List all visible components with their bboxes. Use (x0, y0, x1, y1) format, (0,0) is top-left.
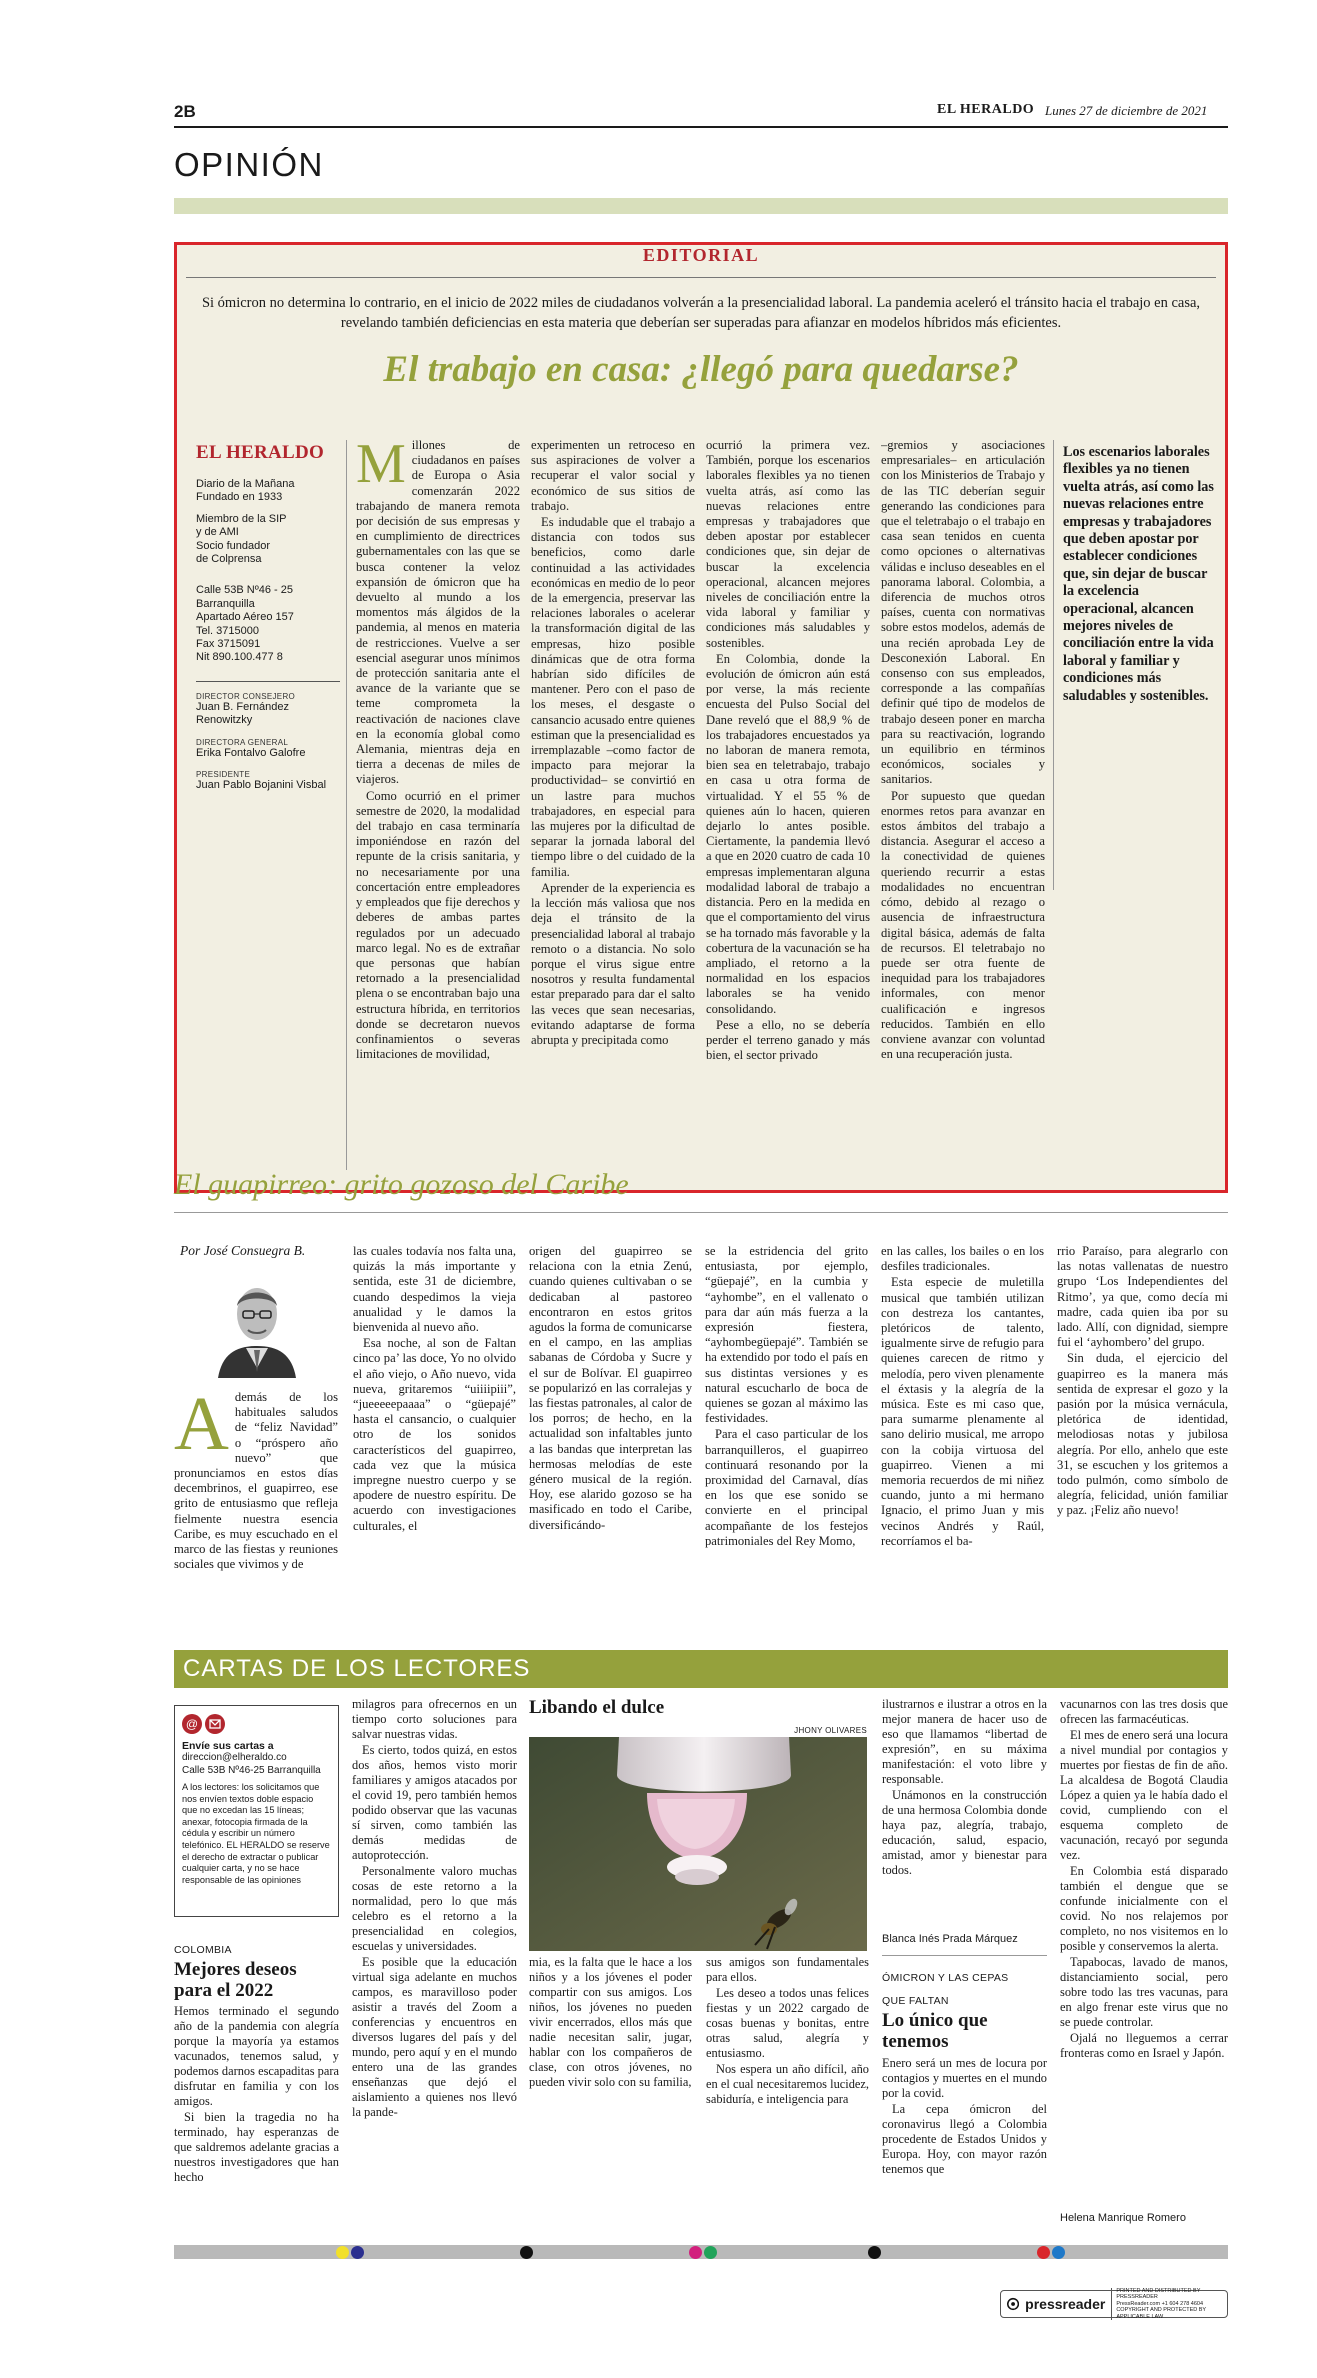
column-text-6: rrio Paraíso, para alegrarlo con las notas vallenatas de nuestro grupo ‘Los Independientes del Ritmo’, ya que, como decía mi madre, cada quien iba por su lado. Allí, con dignidad, siempre fui el ‘ayhombero’ del grupo. Sin duda, el ejercicio del guapirreo es la manera más sentida de expresar el gozo y la pasión por la música vernácula, pletórica de identidad, melodiosas notas y jubilosa alegría. Por ello, anhelo que este 31, se escuchen y los gritemos a todo pulmón, como símbolo de alegría, felicidad, unión familiar y paz. ¡Feliz año nuevo! (1057, 1244, 1228, 1518)
letters-info-email[interactable]: direccion@elheraldo.co (182, 1752, 287, 1763)
column-text-3: origen del guapirreo se relaciona con la etnia Zenú, cuando quienes cultivaban o se dedicaban al pastoreo encontraron en estos gritos agudos la forma de comunicarse en el campo, en las amplias sabanas de Córdoba y Sucre y el sur de Bolívar. El guapirreo se popularizó en las corralejas y las fiestas patronales, al calor de los porros; de hecho, en la actualidad son infaltables junto a las bandas que interpretan las hermosas melodías de este género musical de la región. Hoy, ese alarido gozoso se ha masificado en todo el Caribe, diversificándo- (529, 1244, 692, 1532)
pressreader-brand: pressreader (1025, 2296, 1106, 2312)
masthead-address: Apartado Aéreo 157 (196, 611, 294, 624)
pullquote-divider (1053, 440, 1054, 890)
editorial-pullquote: Los escenarios laborales flexibles ya no tienen vuelta atrás, así como las nuevas relaciones entre empresas y trabajadores que deben apostar por establecer condiciones que, sin dejar de buscar la excelencia operacional, alcancen mejores niveles de conciliación entre la vida laboral y familiar y condiciones más saludables y sostenibles. (1063, 444, 1214, 704)
editorial-label: EDITORIAL (642, 245, 760, 265)
letter-text-7: vacunarnos con las tres dosis que ofrecen las farmacéuticas. El mes de enero será una locura a nivel mundial por contagios y muertes por fiestas de fin de año. La alcaldesa de Bogotá Claudia López a quien ya le había dado el covid, cumpliendo con el esquema completo de vacunación, recayó por segunda vez. En Colombia está disparado también el dengue que se confunde inicialmente con el covid. No nos relajemos por completo, no nos visitemos en lo posible y conservemos la alerta. Tapabocas, lavado de manos, distanciamiento social, pero sobre todo las tres vacunas, para en algo frenar este virus que no se puede controlar. Ojalá no lleguemos a cerrar fronteras como en Israel y Japón. (1060, 1697, 1228, 2060)
masthead-line: y de AMI (196, 526, 239, 539)
masthead-address: Fax 3715091 (196, 638, 261, 651)
section-title: OPINIÓN (174, 146, 324, 183)
letter-text-2: milagros para ofrecernos en un tiempo corto soluciones para salvar nuestras vidas. Es cierto, todos quizá, en estos dos años, hemos visto morir familiares y amigos atacados por el covid 19, pero también hemos podido observar que las vacunas sí sirven, como también las demás medidas de autoprotección. Personalmente valoro muchas cosas de este retorno a la normalidad, pero lo que más celebro es el retorno a la presencialidad en colegios, escuelas y universidades. Es posible que la educación virtual siga adelante en muchos campos, es maravilloso poder asistir a través del Zoom a conferencias y encuentros en diversos lugares del país y del mundo, pero aquí y en el mundo entero una de las grandes enseñanzas que dejó el aislamiento a quienes nos llevó la pande- (352, 1697, 517, 2119)
masthead-logo: EL HERALDO (196, 442, 325, 463)
editorial-summary: Si ómicron no determina lo contrario, en el inicio de 2022 miles de ciudadanos volverán a la presencialidad laboral. La pandemia aceleró el tránsito hacia el trabajo en casa, revelando también deficiencias en esta materia que deberían ser superadas para afianzar en modelos híbridos más eficientes. (201, 295, 1201, 331)
registration-dot-black (868, 2246, 881, 2259)
masthead-line: de Colprensa (196, 553, 262, 566)
masthead-line: Socio fundador (196, 539, 270, 552)
column-divider (346, 440, 347, 1170)
page-number: 2B (174, 102, 196, 121)
registration-dot-red (1037, 2246, 1050, 2259)
photo-credit: JHONY OLIVARES (794, 1726, 867, 1735)
letter-title: Mejores deseos para el 2022 (174, 1959, 297, 2001)
editorial-headline: El trabajo en casa: ¿llegó para quedarse? (383, 349, 1019, 390)
photo-title: Libando el dulce (529, 1697, 665, 1718)
editorial-top-rule (186, 277, 1216, 278)
masthead-line: Fundado en 1933 (196, 491, 283, 504)
masthead-line: Diario de la Mañana (196, 478, 295, 490)
email-icon: @ (182, 1714, 202, 1734)
masthead-name: Erika Fontalvo Galofre (196, 746, 306, 759)
footer-fineprint: PRINTED AND DISTRIBUTED BY PRESSREADER (1116, 2287, 1201, 2301)
editorial-column-3: ocurrió la primera vez. También, porque los escenarios laborales flexibles ya no tienen vuelta atrás, así como las nuevas relaciones entre empresas y trabajadores que deben apostar por establecer condiciones que, sin dejar de buscar la excelencia operacional, alcancen mejores niveles de conciliación entre la vida laboral y familiar y condiciones más saludables y sostenibles. En Colombia, donde la evolución de ómicron aún está por verse, la más reciente encuesta del Pulso Social del Dane reveló que el 88,9 % de los trabajadores encuestados ya no laboran de manera remota, bien sea en teletrabajo, trabajo en casa u otra forma de virtualidad. Y el 55 % de quienes aún lo hacen, quieren dejarlo lo antes posible. Ciertamente, la pandemia llevó a que en 2020 cuatro de cada 10 empresas implementaran alguna modalidad laboral de trabajo a distancia. Pero en la medida en que el comportamiento del virus se ha tornado más favorable y la cobertura de la vacunación se ha ampliado, el retorno a la normalidad en los espacios laborales se ha venido consolidando. Pese a ello, no se debería perder el terreno ganado y más bien, el sector privado (706, 438, 870, 1063)
masthead-role: DIRECTORA GENERAL (196, 737, 289, 747)
letter-kicker: COLOMBIA (174, 1944, 232, 1956)
masthead-line: Miembro de la SIP (196, 512, 287, 525)
drop-cap: M (356, 438, 406, 495)
masthead-role: DIRECTOR CONSEJERO (196, 691, 296, 701)
masthead-name: Juan B. Fernández Renowitzky (196, 700, 289, 727)
column-text-1: Además de los habituales saludos de “feliz Navidad” o “próspero año nuevo” que pronunciamos en estos días decembrinos, el guapirreo, ese grito de entusiasmo que refleja fielmente nuestra esencia Caribe, es muy escuchado en el marco de las fiestas y reuniones sociales que vivimos y de (174, 1390, 338, 1572)
letter-text-3: mia, es la falta que le hace a los niños y a los jóvenes el poder compartir con sus amigos. Los niños, los jóvenes no pueden vivir encerrados, ellos más que nadie necesitan salir, jugar, hablar con los compañeros de clase, con otros jóvenes, no pueden vivir solo con su familia, (529, 1955, 692, 2089)
letters-info-title: Envíe sus cartas a (182, 1740, 274, 1752)
letters-section-title: CARTAS DE LOS LECTORES (183, 1655, 531, 1682)
section-band (174, 198, 1228, 214)
letters-info-address: Calle 53B Nº46-25 Barranquilla (182, 1764, 321, 1776)
letter-title: Lo único que tenemos (882, 2010, 988, 2052)
letters-info-body: A los lectores: los solicitamos que nos envíen textos doble espacio que no excedan las 15 líneas; anexar, fotocopia firmada de la cédula y escribir un número telefónico. EL HERALDO se reserve el derecho de extractar o publicar cualquier carta, y no se hace responsable de las opiniones (182, 1782, 330, 1885)
masthead (196, 442, 340, 793)
editorial-column-4: –gremios y asociaciones empresariales– en articulación con los Ministerios de Trabajo y de las TIC deberían seguir generando las condiciones para que el teletrabajo o el trabajo en casa sean tenidos en cuenta como opciones o alternativas válidas e incluso deseables en el panorama laboral. Colombia, a diferencia de muchos otros países, cuenta con normativas sobre estos modelos, además de una recién aprobada Ley de Desconexión Laboral. En consenso con sus empleados, corresponde a las compañías definir qué tipo de modelos de trabajo deseen poner en marcha para su reactivación, logrando un equilibrio en términos económicos, sociales y sanitarios. Por supuesto que quedan enormes retos para avanzar en estos ámbitos del trabajo a distancia. Asegurar el acceso a la conectividad de quienes queriendo recurrir a estas modalidades no encuentran cómo, debido al rezago o ausencia de infraestructura digital básica, además de falta de recursos. El teletrabajo no puede ser otra fuente de inequidad para los trabajadores informales, con menor cualificación e ingresos reducidos. También en ello conviene avanzar con voluntad en una recuperación justa. (881, 438, 1045, 1062)
masthead-address: Calle 53B Nº46 - 25 (196, 584, 293, 597)
drop-cap: A (174, 1390, 229, 1466)
masthead-address: Tel. 3715000 (196, 624, 259, 637)
registration-dot-blue (351, 2246, 364, 2259)
letter-signature: Helena Manrique Romero (1060, 2212, 1186, 2224)
column-text-2: las cuales todavía nos falta una, quizás la más importante y sentida, este 31 de diciembre, cuando despedimos la vieja anualidad y le damos la bienvenida al nuevo año. Esa noche, al son de Faltan cinco pa’ las doce, Yo no olvido el año viejo, o Año nuevo, vida nueva, gritaremos “uiiiipiii”, “jueeeeepaaaa” o “güepajé” hasta el cansancio, o cualquier otro de los sonidos característicos del guapirreo, cada vez que la música impregne nuestro cuerpo y se apodere de nuestro espíritu. De acuerdo con investigaciones culturales, el (353, 1244, 516, 1533)
pressreader-badge[interactable] (1000, 2287, 1228, 2320)
registration-dot-black (520, 2246, 533, 2259)
registration-dot-green (704, 2246, 717, 2259)
photo-bee-feeder (529, 1737, 867, 1951)
footer-fineprint: PressReader.com +1 604 278 4604 (1116, 2300, 1204, 2307)
registration-dot-cyan (1052, 2246, 1065, 2259)
editorial-column-1: Millones de ciudadanos en países de Europa o Asia comenzarán 2022 trabajando de manera remota por decisión de sus empresas y en cumplimiento de directrices gubernamentales con las que se busca contener la veloz expansión de ómicron que ha devuelto al mundo a los momentos más álgidos de la pandemia, al menos en materia de restricciones. Vuelve a ser esencial asegurar unos mínimos de protección sanitaria ante el avance de la variante que se teme comprometa la reactivación de naciones clave en la economía global como Alemania, mientras deja en tierra a decenas de miles de viajeros. Como ocurrió en el primer semestre de 2020, la modalidad del trabajo en casa terminaría imponiéndose en razón del repunte de la crisis sanitaria, y no necesariamente por una concertación entre empleadores y empleados que fije derechos y deberes de ambas partes regulados por un adecuado marco legal. No es de extrañar que personas que habían retornado a la presencialidad plena o se encontraban bajo una estructura híbrida, en territorios donde se decretaron nuevos confinamientos o severas limitaciones de movilidad, (356, 438, 520, 1062)
column-text-4: se la estridencia del grito entusiasta, por ejemplo, “güepajé”, en la cumbia y “ayhombe”, en el vallenato o para dar aún más fuerza a la expresión fiestera, “ayhombegüepajé”. También se ha extendido por todo el país en sus distintas versiones y es natural escucharlo de boca de quienes se gozan al máximo las festividades. Para el caso particular de los barranquilleros, el guapirreo continuará resonando por la proximidad del Carnaval, días en los que ese sonido se convierte en el principal acompañante de los festejos patrimoniales del Rey Momo, (705, 1244, 868, 1548)
masthead-role: PRESIDENTE (196, 770, 251, 780)
masthead-address: Barranquilla (196, 597, 255, 610)
letter-text-1: Hemos terminado el segundo año de la pandemia con alegría porque la mayoría ya estamos vacunados, tenemos salud, y podemos darnos escapaditas para disfrutar en familia y con los amigos. Si bien la tragedia no ha terminado, hay esperanzas de que saldremos adelante gracias a nuestros investigadores que han hecho (174, 2004, 339, 2184)
registration-dot-yellow (336, 2246, 349, 2259)
mail-icon (205, 1714, 225, 1734)
column-text-5: en las calles, los bailes o en los desfiles tradicionales. Esta especie de muletilla musical que también utilizan con destreza los cantantes, pletóricos de talento, igualmente sirve de refugio para quienes carecen de ritmo y melodía, pero viven plenamente el éxtasis y la alegría de la música. Este es mi caso que, para sumarme plenamente al sano delirio musical, me arropo con la cobija virtuosa del guapirreo. Vienen a mi memoria recuerdos de mi niñez cuando, junto a mi hermano Ignacio, el primo Juan y mis vecinos Andrés y Raúl, recorríamos el ba- (881, 1244, 1044, 1548)
letter-kicker: ÓMICRON Y LAS CEPAS (882, 1972, 1009, 1984)
registration-dot-magenta (689, 2246, 702, 2259)
footer-fineprint: COPYRIGHT AND PROTECTED BY APPLICABLE LAW (1116, 2307, 1206, 2320)
author-photo (212, 1268, 302, 1378)
letter-divider (882, 1955, 1047, 1956)
letter-text-6: Enero será un mes de locura por contagios y muertes en el mundo por la covid. La cepa ómicron del coronavirus llegó a Colombia procedente de Estados Unidos y Europa. Hoy, con mayor razón tenemos que (882, 2056, 1047, 2176)
column-headline: El guapirreo: grito gozoso del Caribe (174, 1168, 629, 1201)
byline: Por José Consuegra B. (180, 1243, 306, 1258)
letter-signature: Blanca Inés Prada Márquez (882, 1933, 1018, 1945)
column-top-rule (174, 1212, 1228, 1213)
letter-text-5: ilustrarnos e ilustrar a otros en la mejor manera de hacer uso de eso que llamamos “libertad de expresión”, en su máxima manifestación: el voto libre y responsable. Unámonos en la construcción de una hermosa Colombia donde haya paz, alegría, trabajo, educación, salud, espacio, amistad, amor y bienestar para todos. (882, 1697, 1047, 1877)
letter-kicker: QUE FALTAN (882, 1995, 949, 2007)
issue-date: Lunes 27 de diciembre de 2021 (1045, 103, 1208, 118)
pressreader-logo-icon (1007, 2296, 1019, 2312)
paper-name: EL HERALDO (937, 102, 1035, 117)
masthead-address: Nit 890.100.477 8 (196, 651, 283, 664)
header-rule (174, 126, 1228, 128)
masthead-name: Juan Pablo Bojanini Visbal (196, 779, 327, 792)
letters-info-box (174, 1705, 339, 1917)
letter-text-4: sus amigos son fundamentales para ellos. Les deseo a todos unas felices fiestas y un 2022 cargado de cosas buenas y bonitas, entre otras salud, alegría y entusiasmo. Nos espera un año difícil, año en el cual necesitaremos lucidez, sabiduría, e inteligencia para (706, 1955, 869, 2106)
editorial-column-2: experimenten un retroceso en sus aspiraciones de volver a recuperar el valor social y económico de sus sitios de trabajo. Es indudable que el trabajo a distancia con todos sus beneficios, como darle continuidad a las actividades económicas en medio de lo peor de la emergencia, preservar las relaciones laborales o acelerar la transformación digital de las empresas, hizo posible dinámicas que de otra forma habrían sido difíciles de mantener. Pero con el paso de los meses, el desgaste o cansancio acusado entre quienes estiman que la presencialidad es irremplazable –como factor de impacto para mejorar la productividad– se convirtió en un lastre para muchos trabajadores, en especial para las mujeres por la dificultad de separar la jornada laboral del tiempo libre o del cuidado de la familia. Aprender de la experiencia es la lección más valiosa que nos deja el tránsito de la presencialidad laboral al trabajo remoto o a distancia. No solo porque el virus sigue entre nosotros y resulta fundamental estar preparado para dar el salto las veces que sean necesarias, evitando adaptarse de forma abrupta y precipitada como (531, 438, 695, 1047)
